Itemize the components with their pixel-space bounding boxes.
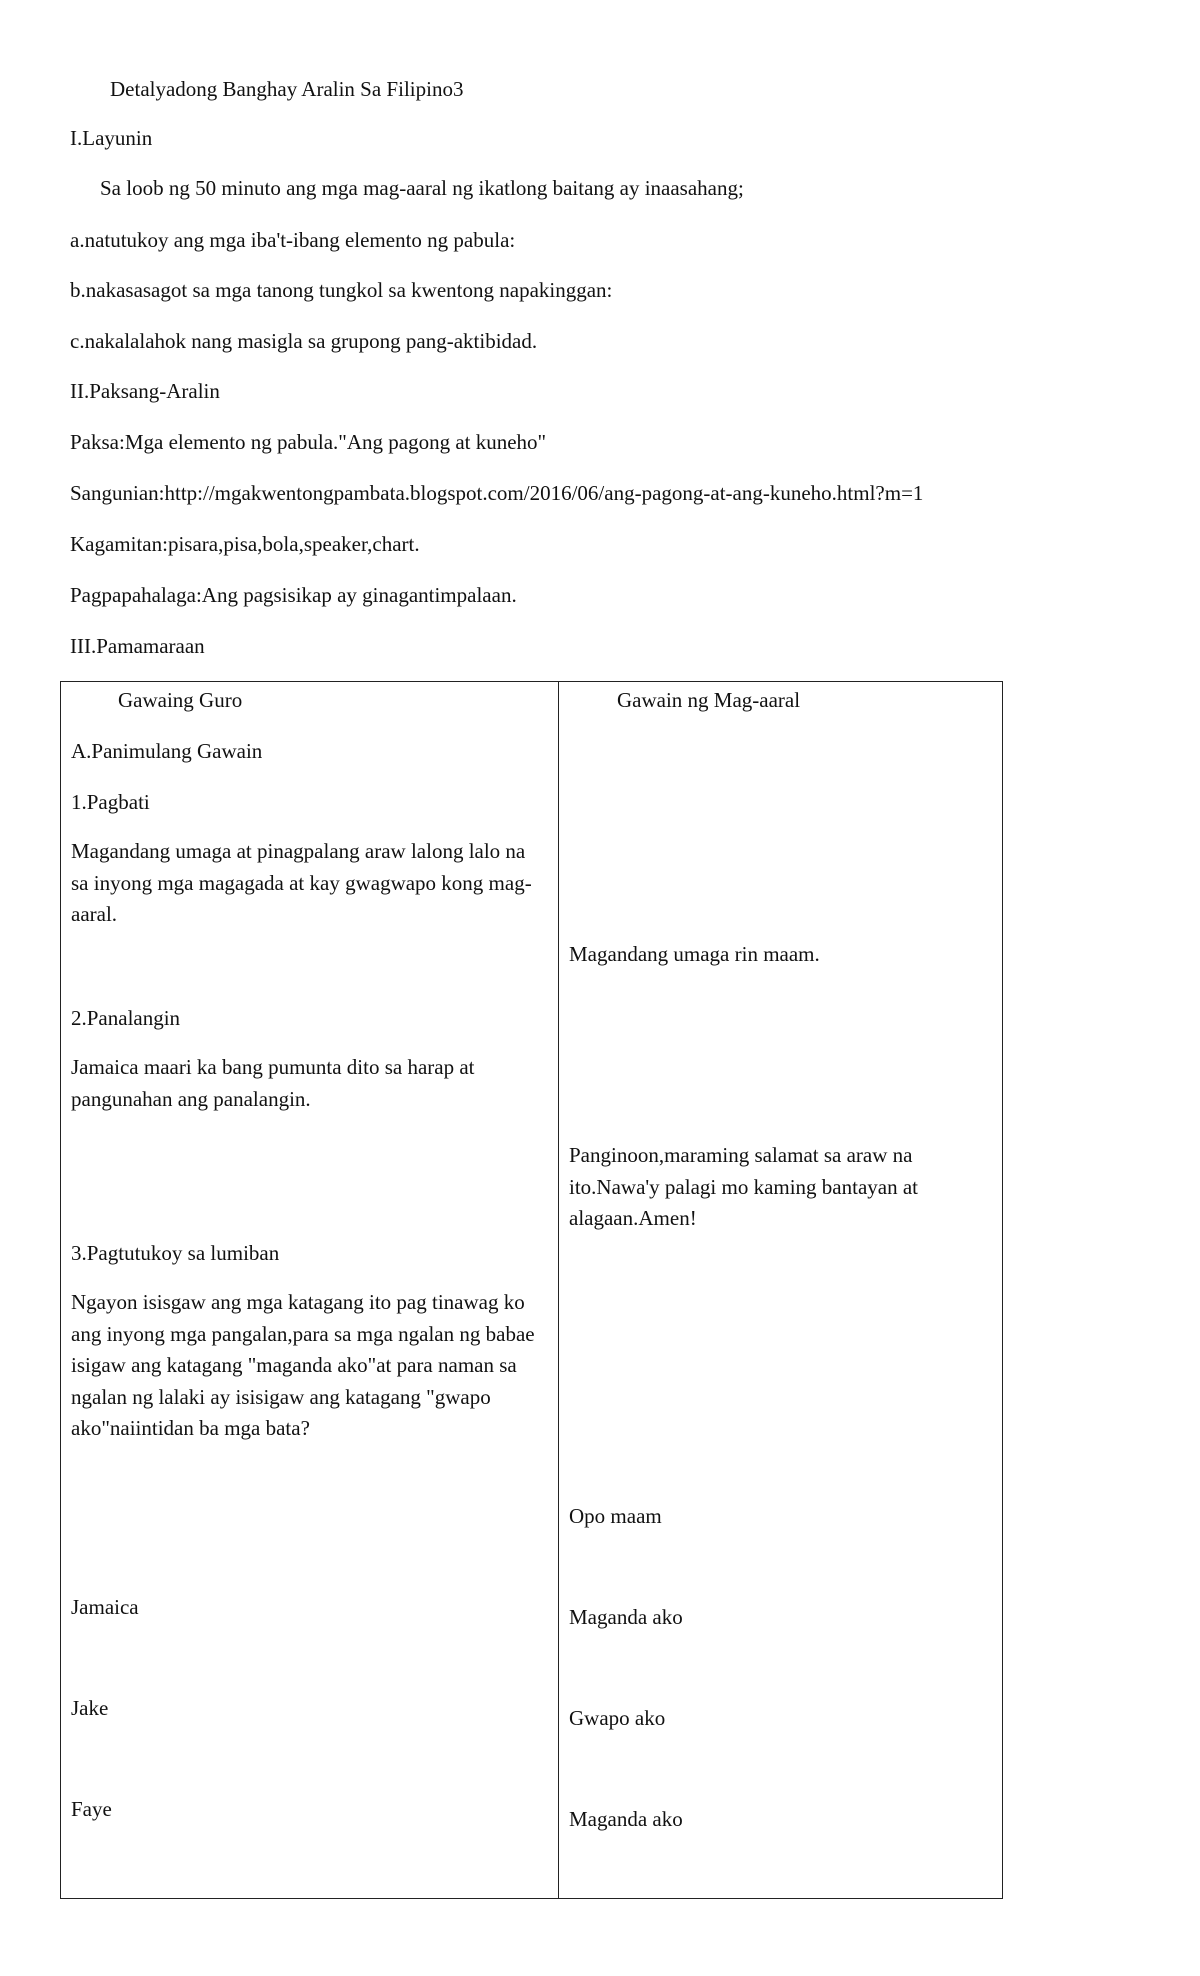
response-gwapo-ako: Gwapo ako bbox=[569, 1706, 666, 1730]
response-opo-maam: Opo maam bbox=[569, 1504, 662, 1528]
header-gawain-ng-mag-aaral: Gawain ng Mag-aaral bbox=[617, 688, 801, 712]
objective-c: c.nakalalahok nang masigla sa grupong pang-aktibidad. bbox=[70, 329, 538, 353]
paksa-line: Paksa:Mga elemento ng pabula."Ang pagong at kuneho" bbox=[70, 430, 547, 454]
response-maganda-ako-1: Maganda ako bbox=[569, 1605, 683, 1629]
objective-b: b.nakasasagot sa mga tanong tungkol sa kwentong napakinggan: bbox=[70, 278, 613, 302]
layunin-intro: Sa loob ng 50 minuto ang mga mag-aaral ng ikatlong baitang ay inaasahang; bbox=[100, 176, 744, 200]
part-a-title: A.Panimulang Gawain bbox=[71, 739, 263, 763]
roll-call-name-jamaica: Jamaica bbox=[71, 1595, 139, 1619]
response-greeting: Magandang umaga rin maam. bbox=[569, 942, 820, 966]
document-title: Detalyadong Banghay Aralin Sa Filipino3 bbox=[110, 77, 464, 101]
objective-a: a.natutukoy ang mga iba't-ibang elemento ng pabula: bbox=[70, 228, 516, 252]
roll-call-name-jake: Jake bbox=[71, 1696, 109, 1720]
section-heading-paksang-aralin: II.Paksang-Aralin bbox=[70, 379, 220, 403]
step3-title: 3.Pagtutukoy sa lumiban bbox=[71, 1241, 280, 1265]
kagamitan-line: Kagamitan:pisara,pisa,bola,speaker,chart. bbox=[70, 532, 420, 556]
step1-text: Magandang umaga at pinagpalang araw lalong lalo na sa inyong mga magagada at kay gwagwapo kong mag-aaral. bbox=[71, 839, 532, 926]
step2-text: Jamaica maari ka bang pumunta dito sa harap at pangunahan ang panalangin. bbox=[71, 1055, 475, 1111]
step1-title: 1.Pagbati bbox=[71, 790, 150, 814]
lesson-procedure-table bbox=[60, 681, 1003, 1899]
response-maganda-ako-2: Maganda ako bbox=[569, 1807, 683, 1831]
sanggunian-line: Sangunian:http://mgakwentongpambata.blogspot.com/2016/06/ang-pagong-at-ang-kuneho.html?m=1 bbox=[70, 481, 924, 505]
step3-text: Ngayon isisgaw ang mga katagang ito pag tinawag ko ang inyong mga pangalan,para sa mga ngalan ng babae isigaw ang katagang "maganda ako"at para naman sa ngalan ng lalaki ay isisigaw ang katagang "gwapo ako"naiintidan ba mga bata? bbox=[71, 1290, 535, 1440]
section-heading-layunin: I.Layunin bbox=[70, 126, 153, 150]
header-gawaing-guro: Gawaing Guro bbox=[118, 688, 243, 712]
table-column-divider bbox=[558, 682, 559, 1898]
step2-title: 2.Panalangin bbox=[71, 1006, 181, 1030]
section-heading-pamamaraan: III.Pamamaraan bbox=[70, 634, 205, 658]
response-prayer: Panginoon,maraming salamat sa araw na ito.Nawa'y palagi mo kaming bantayan at alagaan.Amen! bbox=[569, 1143, 919, 1230]
roll-call-name-faye: Faye bbox=[71, 1797, 112, 1821]
pagpapahalaga-line: Pagpapahalaga:Ang pagsisikap ay ginagantimpalaan. bbox=[70, 583, 517, 607]
